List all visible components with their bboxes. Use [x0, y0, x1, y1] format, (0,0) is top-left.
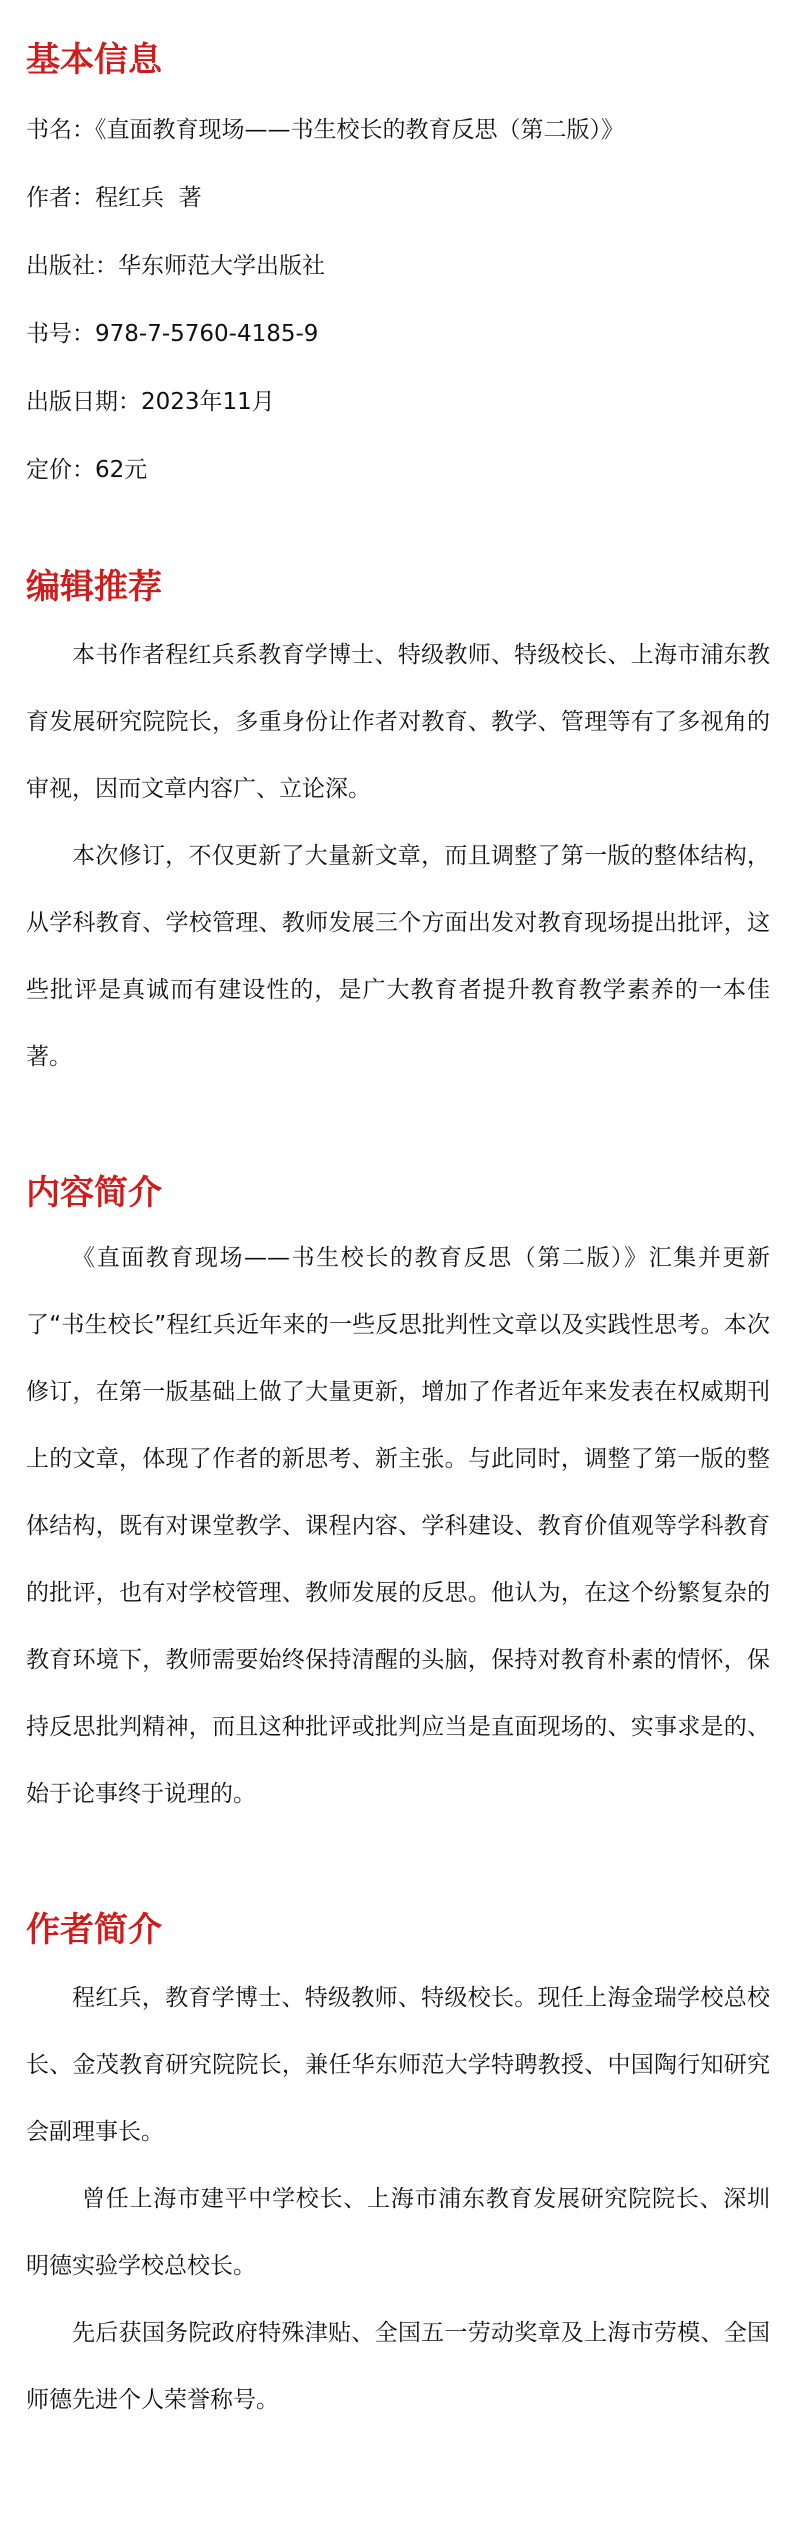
publish-date-line: 出版日期：2023年11月: [26, 388, 275, 415]
intro-paragraph: 《直面教育现场——书生校长的教育反思（第二版）》汇集并更新了“书生校长”程红兵近年来的一些反思批判性文章以及实践性思考。本次修订，在第一版基础上做了大量更新，增加了作者近年来发表在权威期刊上的文章，体现了作者的新思考、新主张。与此同时，调整了第一版的整体结构，既有对课堂教学、课程内容、学科建设、教育价值观等学科教育的批评，也有对学校管理、教师发展的反思。他认为，在这个纷繁复杂的教育环境下，教师需要始终保持清醒的头脑，保持对教育朴素的情怀，保持反思批判精神，而且这种批评或批判应当是直面现场的、实事求是的、始于论事终于说理的。: [26, 1245, 770, 1808]
author-paragraph: 程红兵，教育学博士、特级教师、特级校长。现任上海金瑞学校总校长、金茂教育研究院院长，兼任华东师范大学特聘教授、中国陶行知研究会副理事长。: [26, 1985, 770, 2146]
publisher-line: 出版社：华东师范大学出版社: [26, 252, 325, 279]
author-paragraph: 曾任上海市建平中学校长、上海市浦东教育发展研究院院长、深圳明德实验学校总校长。: [26, 2186, 770, 2280]
author-intro-heading: 作者简介: [26, 1910, 162, 1951]
isbn-line: 书号：978-7-5760-4185-9: [26, 320, 319, 347]
book-title-line: 书名：《直面教育现场——书生校长的教育反思（第二版）》: [26, 116, 624, 143]
author-line: 作者：程红兵 著: [26, 184, 202, 211]
content-intro-section: [26, 1173, 770, 1829]
editor-paragraph: 本次修订，不仅更新了大量新文章，而且调整了第一版的整体结构，从学科教育、学校管理、教师发展三个方面出发对教育现场提出批评，这些批评是真诚而有建设性的，是广大教育者提升教育教学素养的一本佳著。: [26, 842, 770, 1070]
basic-info-section: [26, 0, 770, 485]
basic-info-heading: 基本信息: [26, 40, 162, 80]
editor-recommendation-heading: 编辑推荐: [26, 566, 162, 607]
editor-paragraph: 本书作者程红兵系教育学博士、特级教师、特级校长、上海市浦东教育发展研究院院长，多重身份让作者对教育、教学、管理等有了多视角的审视，因而文章内容广、立论深。: [26, 641, 770, 802]
author-paragraph: 先后获国务院政府特殊津贴、全国五一劳动奖章及上海市劳模、全国师德先进个人荣誉称号。: [26, 2320, 770, 2414]
author-intro-section: [26, 1910, 770, 2434]
price-line: 定价：62元: [26, 456, 148, 483]
content-intro-heading: 内容简介: [26, 1172, 162, 1213]
editor-recommendation-section: [26, 567, 770, 1091]
